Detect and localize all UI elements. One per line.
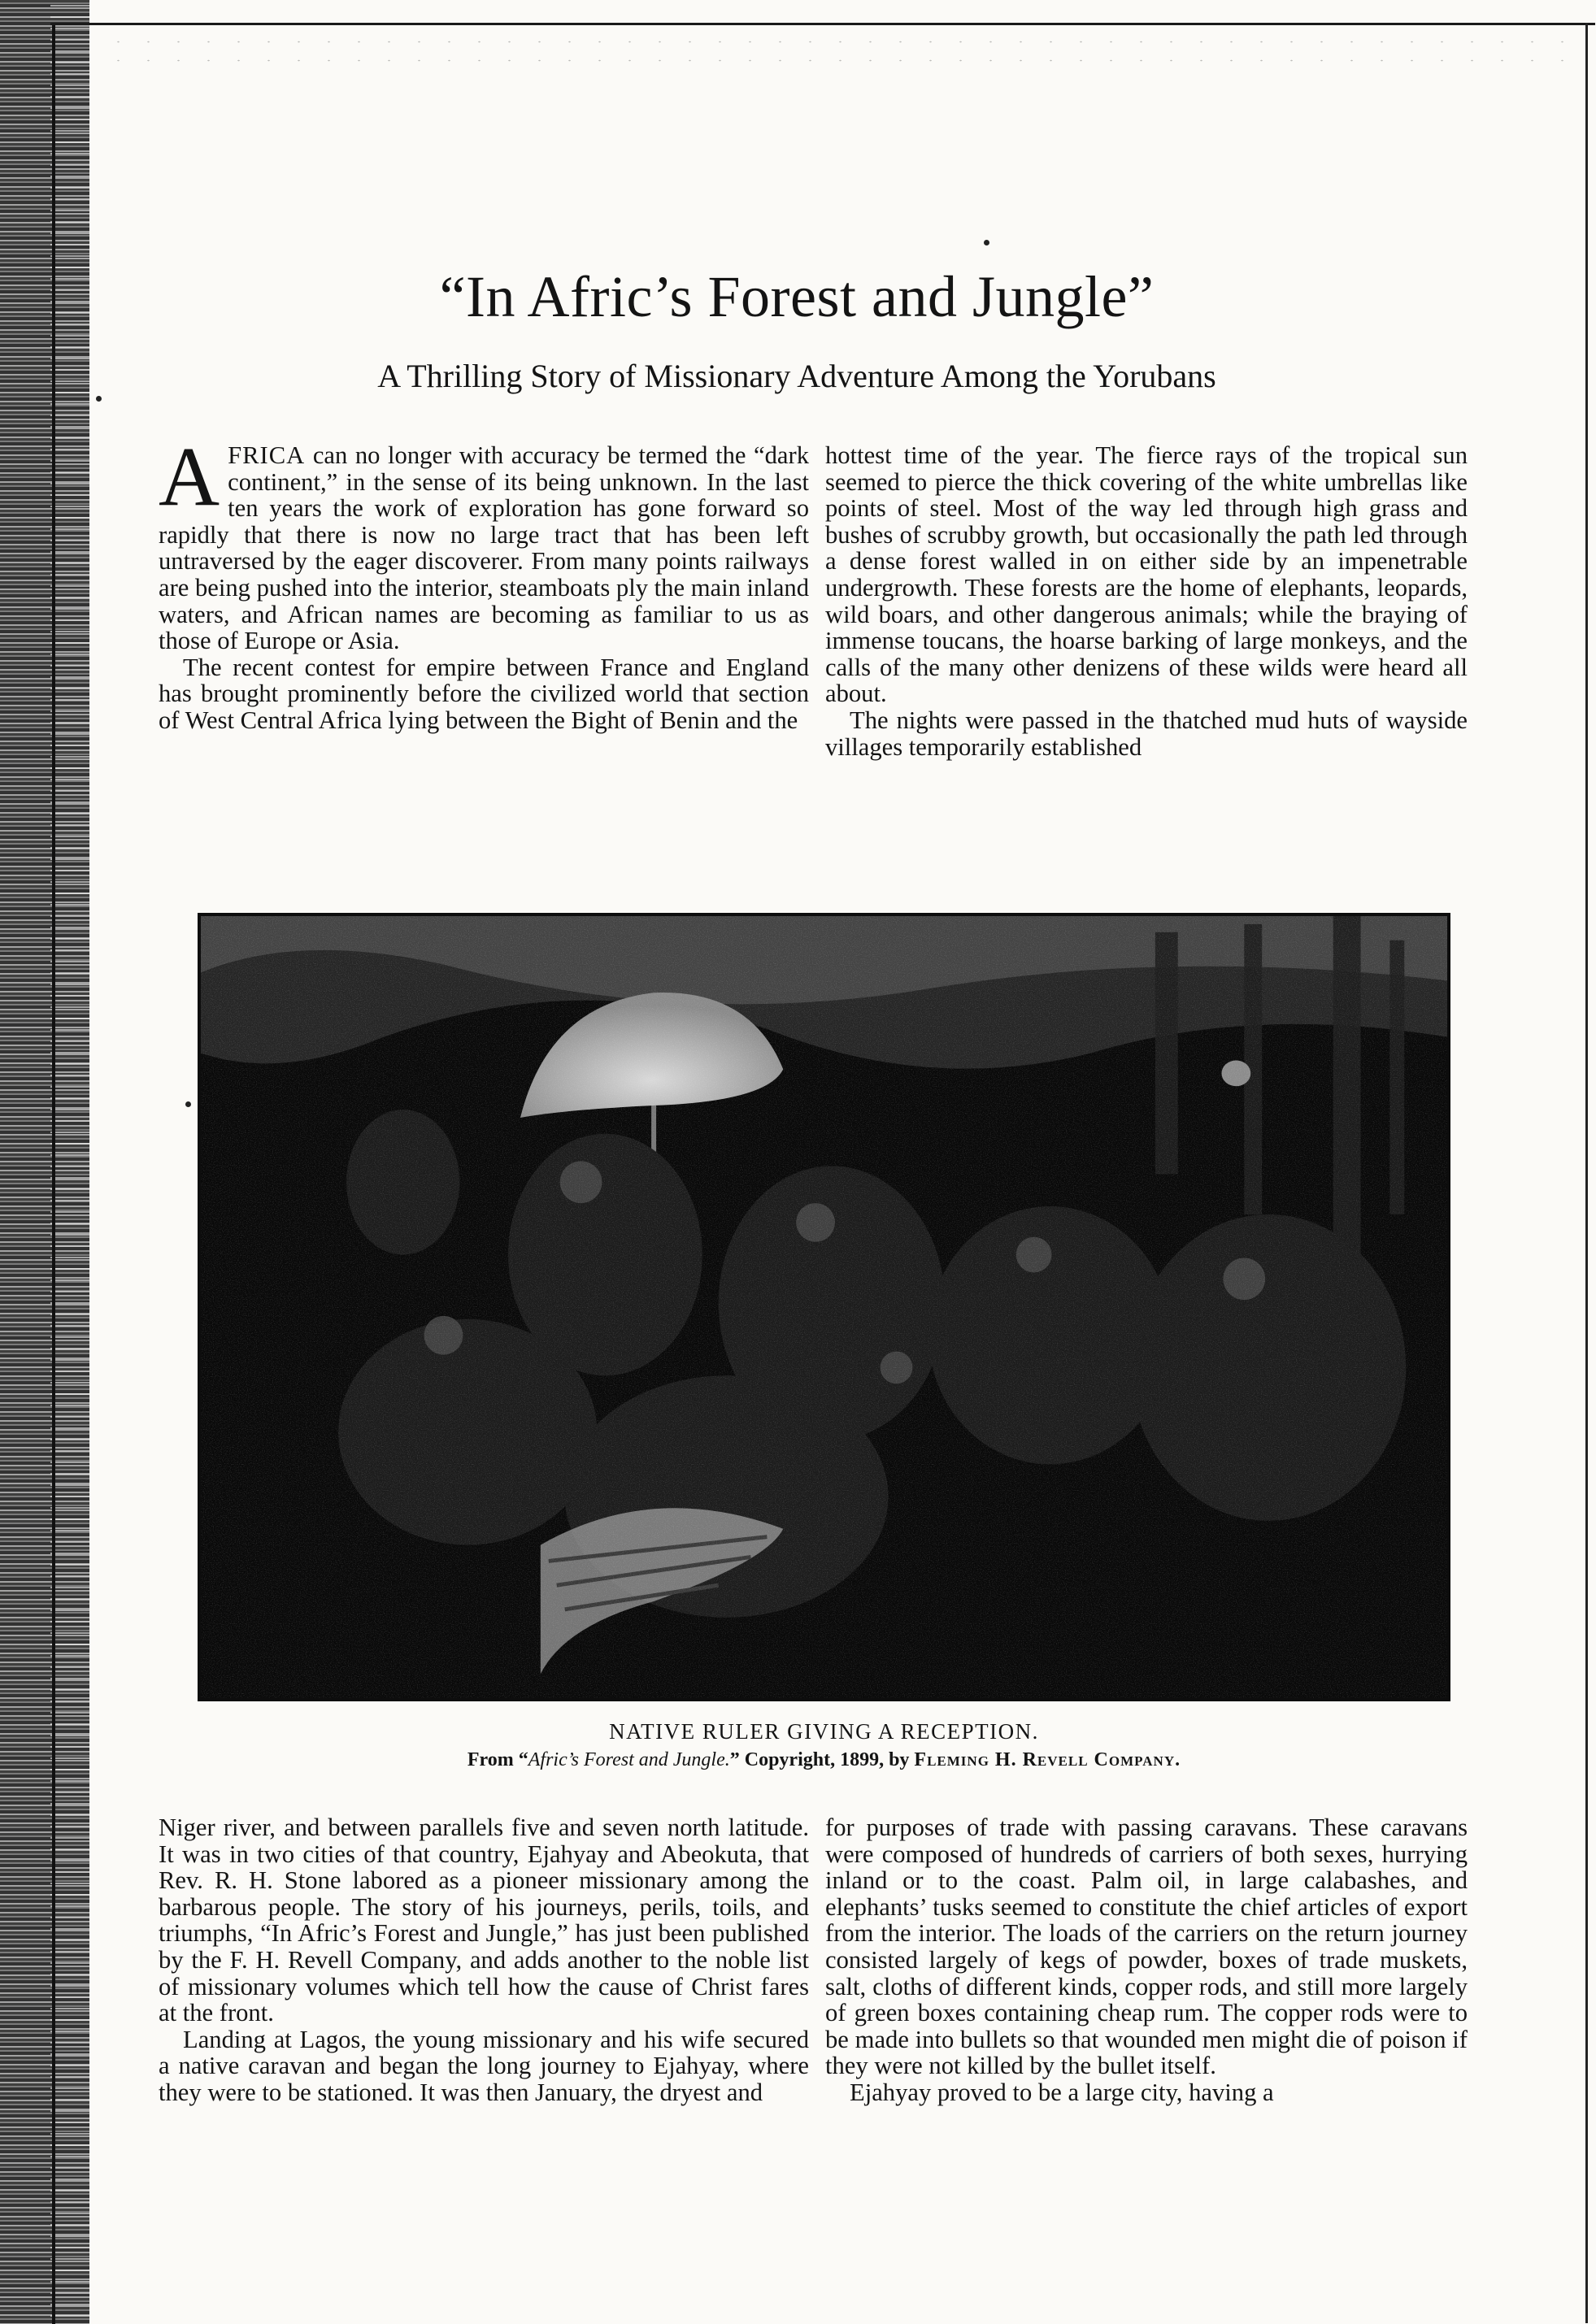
figure-credit — [198, 1748, 1450, 1772]
credit-book-title: Afric’s Forest and Jungle. — [528, 1749, 730, 1770]
binding-edge — [0, 0, 89, 2324]
drop-cap: A — [159, 430, 220, 523]
credit-publisher: Fleming H. Revell Company. — [914, 1749, 1181, 1770]
paragraph-text: can no longer with accuracy be termed the “dark continent,” in the sense of its being unknown. In the last ten years the work of exploration has gone forward so rapidly that there is now no large tract that has been left untraversed by the eager discoverer. From many points railways are being pushed into the interior, steamboats ply the main inland waters, and African names are becoming as familiar to us as those of Europe or Asia. — [159, 441, 809, 655]
paragraph: The nights were passed in the thatched mud huts of wayside villages temporarily established — [825, 706, 1468, 761]
top-border-rule — [50, 23, 1595, 25]
column-bottom-left — [159, 1814, 809, 2106]
credit-from: From “ — [467, 1749, 528, 1770]
column-top-right — [825, 442, 1468, 760]
article-subtitle: A Thrilling Story of Missionary Adventure Among the Yorubans — [377, 358, 1216, 394]
article-title: “In Afric’s Forest and Jungle” — [439, 264, 1155, 329]
paragraph: for purposes of trade with passing caravans. These caravans were composed of hundreds of carriers of both sexes, hurrying inland or to the coast. Palm oil, in large calabashes, and elephants’ tusks seemed to constitute the chief articles of export from the interior. The loads of the carriers on the return journey consisted largely of kegs of powder, boxes of trade muskets, salt, cloths of different kinds, copper rods, and still more largely of green boxes containing cheap rum. The copper rods were to be made into bullets so that wounded men might die of poison if they were not killed by the bullet itself. — [825, 1814, 1468, 2080]
photo-illustration — [201, 916, 1447, 1698]
paragraph: Niger river, and between parallels five and seven north latitude. It was in two cities of that country, Ejahyay and Abeokuta, that Rev. R. H. Stone labored as a pioneer missionary among the barbarous people. The story of his journeys, perils, toils, and triumphs, “In Afric’s Forest and Jungle,” has just been published by the F. H. Revell Company, and adds another to the noble list of missionary volumes which tell how the cause of Christ fares at the front. — [159, 1814, 809, 2027]
credit-copyright: ” Copyright, 1899, by — [729, 1749, 915, 1770]
paragraph: hottest time of the year. The fierce rays of the tropical sun seemed to pierce the thick covering of the white umbrellas like points of steel. Most of the way led through high grass and bushes of scrubby growth, but occasionally the path led through a dense forest walled in on either side by an impenetrable undergrowth. These forests are the home of elephants, leopards, wild boars, and other dangerous animals; while the braying of immense toucans, the hoarse barking of large monkeys, and the calls of the many other denizens of these wilds were heard all about. — [825, 441, 1468, 708]
column-top-left — [159, 430, 809, 734]
margin-speck — [96, 396, 102, 402]
binding-rule — [52, 23, 55, 2324]
photo-native-ruler — [198, 913, 1450, 1701]
column-bottom-right — [825, 1814, 1468, 2106]
right-border-rule — [1585, 23, 1588, 2323]
top-scan-noise — [73, 33, 1577, 65]
paragraph: Ejahyay proved to be a large city, having a — [850, 2078, 1274, 2106]
margin-speck — [185, 1101, 191, 1107]
lead-caps: FRICA — [228, 441, 306, 469]
paragraph: The recent contest for empire between France and England has brought prominently before the civilized world that section of West Central Africa lying between the Bight of Benin and the — [159, 653, 809, 734]
margin-speck — [984, 240, 989, 245]
figure-caption: NATIVE RULER GIVING A RECEPTION. — [609, 1719, 1039, 1744]
paragraph: Landing at Lagos, the young missionary and his wife secured a native caravan and began the long journey to Ejahyay, where they were to be stationed. It was then January, the dryest and — [159, 2025, 809, 2106]
paragraph — [159, 430, 809, 655]
